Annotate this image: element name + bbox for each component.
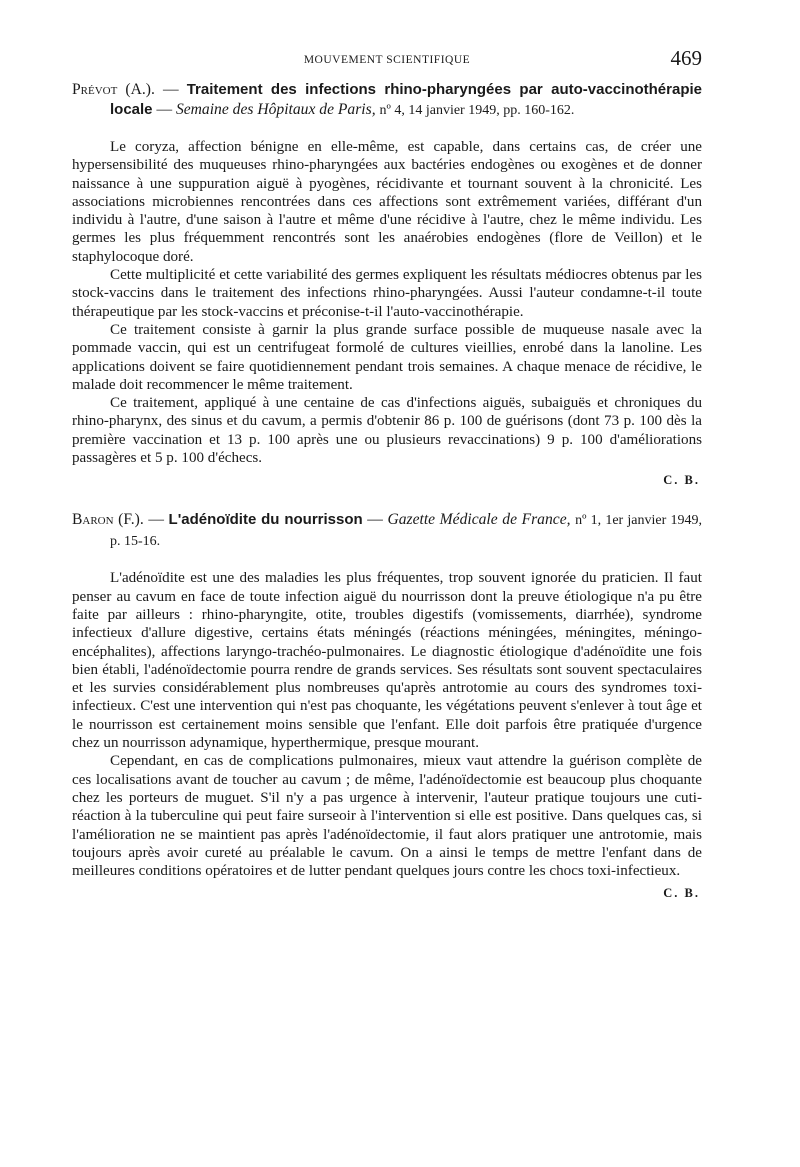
article-reference [72, 510, 702, 551]
reviewer-signature: C. B. [663, 886, 700, 901]
journal-name: Semaine des Hôpitaux de Paris, [175, 100, 376, 118]
journal-name: Gazette Médicale de France, [387, 511, 571, 529]
journal-issue: nº 4, 14 janvier 1949, pp. 160-162. [379, 102, 575, 118]
reviewer-signature: C. B. [663, 473, 700, 488]
article-title: L'adénoïdite du nourrisson [168, 511, 363, 529]
body-paragraph: L'adénoïdite est une des maladies les plus fréquentes, trop souvent ignorée du praticien. Il faut penser au cavum en face de toute infection aiguë du nourrisson dont la preuve étiologique n'a pu être faite par ailleurs : rhino-pharyngite, otite, troubles digestifs (vomissements, diarrhée), syndrome infectieux d'allure digestive, certains états méningés (réactions méningées, méningites, méningo-encéphalites), affections laryngo-trachéo-pulmonaires. Le diagnostic étiologique d'adénoïdite une fois bien établi, l'adénoïdectomie pourra rendre de grands services. Ses résultats sont souvent spectaculaires et les survies considérablement plus nombreuses qu'après antrotomie au cours des syndromes toxi-infectieux. C'est une intervention qui n'est pas choquante, les végétations peuvent s'enlever à tout âge et le nourrisson est certainement moins sensible que l'enfant. Elle doit parfois être pratiquée d'urgence chez un nourrisson adynamique, hyperthermique, presque mourant. [72, 570, 702, 752]
article-title: Traitement des infections rhino-pharyngées par auto-vaccinothérapie locale [110, 81, 702, 118]
journal-page [72, 40, 702, 901]
reference-dash: — [148, 511, 164, 529]
page-number: 469 [670, 46, 702, 70]
running-head [72, 40, 702, 70]
article-body [72, 138, 702, 467]
article-author: Prévot (A.). [72, 81, 155, 98]
reference-dash: — [156, 100, 173, 118]
body-paragraph: Cependant, en cas de complications pulmonaires, mieux vaut attendre la guérison complète de ces localisations avant de toucher au cavum ; de même, l'adénoïdectomie est beaucoup plus choquante chez les porteurs de muguet. S'il n'y a pas urgence à intervenir, l'auteur pratique toujours une cuti-réaction à la tuberculine qui peut faire surseoir à l'intervention si elle est positive. Dans quelques cas, si l'amélioration ne se maintient pas après l'adénoïdectomie, il faut alors pratiquer une antrotomie, mais toujours après avoir cureté au préalable le cavum. On a ainsi le temps de mettre l'enfant dans de meilleures conditions opératoires et de lutter pendant quelques jours contre les chocs toxi-infectieux. [72, 753, 702, 880]
body-paragraph: Le coryza, affection bénigne en elle-même, est capable, dans certains cas, de créer une hypersensibilité des muqueuses rhino-pharyngées aux bactéries endogènes ou exogènes et de donner naissance à une suppuration aiguë à pyogènes, récidivante et tournant souvent à la chronicité. Les associations microbiennes rencontrées dans ces affections sont extrêmement variées, différant d'un individu à l'autre, d'une saison à l'autre et même d'une récidive à l'autre, chez le même individu. Les germes les plus fréquemment rencontrés sont les anaérobies endogènes (flore de Veillon) et le staphylocoque doré. [72, 139, 702, 265]
reference-dash: — [367, 511, 383, 529]
reference-dash: — [163, 81, 179, 98]
article-reference [72, 80, 702, 120]
article-prevot [72, 80, 702, 488]
running-head-title: MOUVEMENT SCIENTIFIQUE [303, 54, 471, 66]
body-paragraph: Ce traitement consiste à garnir la plus grande surface possible de muqueuse nasale avec la pommade vaccin, qui est un centrifugeat formolé de cultures vieillies, enrobé dans la lanoline. Les applications doivent se faire quotidiennement pendant trois semaines. A chaque menace de récidive, le malade doit recommencer le même traitement. [72, 321, 702, 393]
journal-issue: nº 1, 1er janvier 1949, p. 15-16. [110, 513, 702, 549]
article-baron [72, 510, 702, 901]
article-author: Baron (F.). [72, 511, 144, 529]
article-body [72, 569, 702, 880]
body-paragraph: Cette multiplicité et cette variabilité des germes expliquent les résultats médiocres obtenus par les stock-vaccins dans le traitement des infections rhino-pharyngées. Aussi l'auteur condamne-t-il toute thérapeutique par les stock-vaccins et préconise-t-il l'auto-vaccinothérapie. [72, 267, 702, 320]
body-paragraph: Ce traitement, appliqué à une centaine de cas d'infections aiguës, subaiguës et chroniques du rhino-pharynx, des sinus et du cavum, a permis d'obtenir 86 p. 100 de guérisons (dont 73 p. 100 dès la première vaccination et 13 p. 100 après une ou plusieurs revaccinations) 9 p. 100 d'améliorations passagères et 5 p. 100 d'échecs. [72, 395, 702, 467]
